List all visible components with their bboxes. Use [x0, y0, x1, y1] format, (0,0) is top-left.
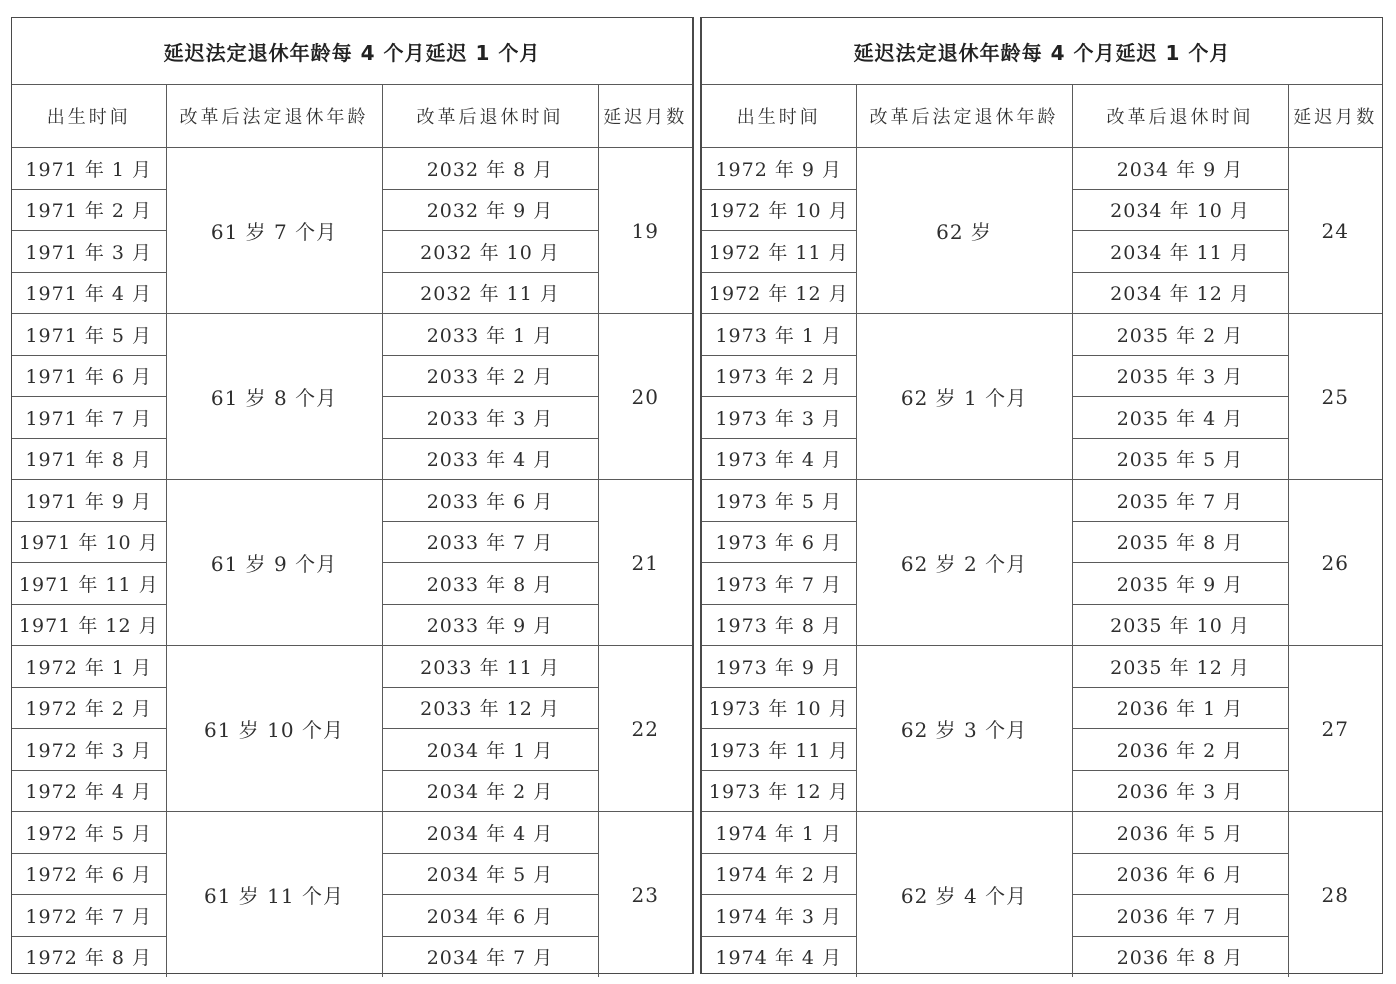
header-delay-months: 延迟月数	[598, 85, 692, 148]
delay-months-cell: 23	[598, 812, 692, 978]
retirement-time-cell: 2034 年 7 月	[382, 936, 598, 977]
retirement-age-cell: 62 岁	[856, 148, 1072, 314]
birth-time-cell: 1973 年 10 月	[702, 687, 856, 729]
birth-time-cell: 1972 年 3 月	[12, 729, 166, 771]
retirement-age-cell: 62 岁 3 个月	[856, 646, 1072, 812]
table-row	[12, 314, 692, 356]
retirement-age-cell: 61 岁 11 个月	[166, 812, 382, 978]
birth-time-cell: 1974 年 2 月	[702, 853, 856, 895]
birth-time-cell: 1972 年 2 月	[12, 687, 166, 729]
birth-time-cell: 1972 年 12 月	[702, 272, 856, 314]
left-table-panel	[11, 17, 693, 974]
retirement-time-cell: 2035 年 3 月	[1072, 355, 1288, 397]
retirement-time-cell: 2035 年 8 月	[1072, 521, 1288, 563]
retirement-time-cell: 2032 年 10 月	[382, 231, 598, 273]
birth-time-cell: 1972 年 5 月	[12, 812, 166, 854]
retirement-table-left	[12, 18, 692, 977]
birth-time-cell: 1971 年 6 月	[12, 355, 166, 397]
birth-time-cell: 1973 年 6 月	[702, 521, 856, 563]
table-row	[702, 646, 1382, 688]
right-table-panel	[701, 17, 1383, 974]
retirement-time-cell: 2033 年 1 月	[382, 314, 598, 356]
birth-time-cell: 1972 年 9 月	[702, 148, 856, 190]
retirement-delay-tables	[11, 17, 1383, 974]
birth-time-cell: 1972 年 11 月	[702, 231, 856, 273]
retirement-time-cell: 2034 年 1 月	[382, 729, 598, 771]
retirement-time-cell: 2035 年 7 月	[1072, 480, 1288, 522]
retirement-time-cell: 2036 年 5 月	[1072, 812, 1288, 854]
retirement-time-cell: 2033 年 7 月	[382, 521, 598, 563]
birth-time-cell: 1971 年 4 月	[12, 272, 166, 314]
retirement-time-cell: 2032 年 8 月	[382, 148, 598, 190]
birth-time-cell: 1971 年 7 月	[12, 397, 166, 439]
retirement-age-cell: 61 岁 7 个月	[166, 148, 382, 314]
delay-months-cell: 26	[1288, 480, 1382, 646]
birth-time-cell: 1972 年 10 月	[702, 189, 856, 231]
retirement-time-cell: 2035 年 9 月	[1072, 563, 1288, 605]
retirement-time-cell: 2033 年 11 月	[382, 646, 598, 688]
retirement-time-cell: 2034 年 10 月	[1072, 189, 1288, 231]
table-row	[702, 148, 1382, 190]
retirement-time-cell: 2033 年 2 月	[382, 355, 598, 397]
retirement-time-cell: 2034 年 12 月	[1072, 272, 1288, 314]
retirement-time-cell: 2034 年 5 月	[382, 853, 598, 895]
retirement-time-cell: 2036 年 7 月	[1072, 895, 1288, 937]
retirement-time-cell: 2033 年 9 月	[382, 604, 598, 646]
retirement-time-cell: 2032 年 11 月	[382, 272, 598, 314]
birth-time-cell: 1972 年 1 月	[12, 646, 166, 688]
header-retirement-age: 改革后法定退休年龄	[856, 85, 1072, 148]
birth-time-cell: 1973 年 9 月	[702, 646, 856, 688]
retirement-time-cell: 2034 年 6 月	[382, 895, 598, 937]
delay-months-cell: 21	[598, 480, 692, 646]
retirement-time-cell: 2035 年 2 月	[1072, 314, 1288, 356]
delay-months-cell: 22	[598, 646, 692, 812]
table-title: 延迟法定退休年龄每 4 个月延迟 1 个月	[12, 18, 692, 85]
birth-time-cell: 1972 年 6 月	[12, 853, 166, 895]
retirement-age-cell: 62 岁 2 个月	[856, 480, 1072, 646]
birth-time-cell: 1973 年 12 月	[702, 770, 856, 812]
retirement-time-cell: 2035 年 10 月	[1072, 604, 1288, 646]
header-retirement-age: 改革后法定退休年龄	[166, 85, 382, 148]
retirement-time-cell: 2034 年 4 月	[382, 812, 598, 854]
retirement-time-cell: 2035 年 12 月	[1072, 646, 1288, 688]
retirement-time-cell: 2034 年 2 月	[382, 770, 598, 812]
birth-time-cell: 1973 年 2 月	[702, 355, 856, 397]
birth-time-cell: 1971 年 3 月	[12, 231, 166, 273]
retirement-time-cell: 2033 年 4 月	[382, 438, 598, 480]
retirement-age-cell: 61 岁 9 个月	[166, 480, 382, 646]
retirement-time-cell: 2036 年 2 月	[1072, 729, 1288, 771]
birth-time-cell: 1972 年 8 月	[12, 936, 166, 977]
birth-time-cell: 1971 年 5 月	[12, 314, 166, 356]
retirement-time-cell: 2036 年 1 月	[1072, 687, 1288, 729]
retirement-age-cell: 61 岁 10 个月	[166, 646, 382, 812]
retirement-time-cell: 2034 年 9 月	[1072, 148, 1288, 190]
birth-time-cell: 1973 年 5 月	[702, 480, 856, 522]
retirement-time-cell: 2034 年 11 月	[1072, 231, 1288, 273]
birth-time-cell: 1973 年 4 月	[702, 438, 856, 480]
table-row	[12, 812, 692, 854]
table-title: 延迟法定退休年龄每 4 个月延迟 1 个月	[702, 18, 1382, 85]
retirement-time-cell: 2033 年 3 月	[382, 397, 598, 439]
delay-months-cell: 27	[1288, 646, 1382, 812]
birth-time-cell: 1971 年 11 月	[12, 563, 166, 605]
retirement-time-cell: 2036 年 3 月	[1072, 770, 1288, 812]
retirement-age-cell: 62 岁 1 个月	[856, 314, 1072, 480]
table-row	[12, 148, 692, 190]
header-retirement-time: 改革后退休时间	[1072, 85, 1288, 148]
birth-time-cell: 1973 年 1 月	[702, 314, 856, 356]
birth-time-cell: 1971 年 8 月	[12, 438, 166, 480]
retirement-table-right	[702, 18, 1382, 977]
birth-time-cell: 1971 年 2 月	[12, 189, 166, 231]
table-row	[702, 480, 1382, 522]
header-delay-months: 延迟月数	[1288, 85, 1382, 148]
delay-months-cell: 25	[1288, 314, 1382, 480]
header-birth-time: 出生时间	[12, 85, 166, 148]
table-row	[12, 480, 692, 522]
header-retirement-time: 改革后退休时间	[382, 85, 598, 148]
retirement-age-cell: 61 岁 8 个月	[166, 314, 382, 480]
birth-time-cell: 1973 年 7 月	[702, 563, 856, 605]
retirement-time-cell: 2035 年 5 月	[1072, 438, 1288, 480]
header-birth-time: 出生时间	[702, 85, 856, 148]
birth-time-cell: 1971 年 10 月	[12, 521, 166, 563]
birth-time-cell: 1971 年 1 月	[12, 148, 166, 190]
retirement-age-cell: 62 岁 4 个月	[856, 812, 1072, 978]
birth-time-cell: 1974 年 3 月	[702, 895, 856, 937]
table-row	[702, 812, 1382, 854]
retirement-time-cell: 2036 年 8 月	[1072, 936, 1288, 977]
retirement-time-cell: 2035 年 4 月	[1072, 397, 1288, 439]
birth-time-cell: 1974 年 1 月	[702, 812, 856, 854]
retirement-time-cell: 2036 年 6 月	[1072, 853, 1288, 895]
birth-time-cell: 1971 年 12 月	[12, 604, 166, 646]
delay-months-cell: 20	[598, 314, 692, 480]
delay-months-cell: 19	[598, 148, 692, 314]
delay-months-cell: 28	[1288, 812, 1382, 978]
birth-time-cell: 1973 年 11 月	[702, 729, 856, 771]
table-row	[702, 314, 1382, 356]
birth-time-cell: 1972 年 4 月	[12, 770, 166, 812]
table-row	[12, 646, 692, 688]
retirement-time-cell: 2033 年 8 月	[382, 563, 598, 605]
birth-time-cell: 1972 年 7 月	[12, 895, 166, 937]
delay-months-cell: 24	[1288, 148, 1382, 314]
retirement-time-cell: 2033 年 6 月	[382, 480, 598, 522]
birth-time-cell: 1973 年 3 月	[702, 397, 856, 439]
birth-time-cell: 1971 年 9 月	[12, 480, 166, 522]
retirement-time-cell: 2033 年 12 月	[382, 687, 598, 729]
birth-time-cell: 1973 年 8 月	[702, 604, 856, 646]
retirement-time-cell: 2032 年 9 月	[382, 189, 598, 231]
birth-time-cell: 1974 年 4 月	[702, 936, 856, 977]
